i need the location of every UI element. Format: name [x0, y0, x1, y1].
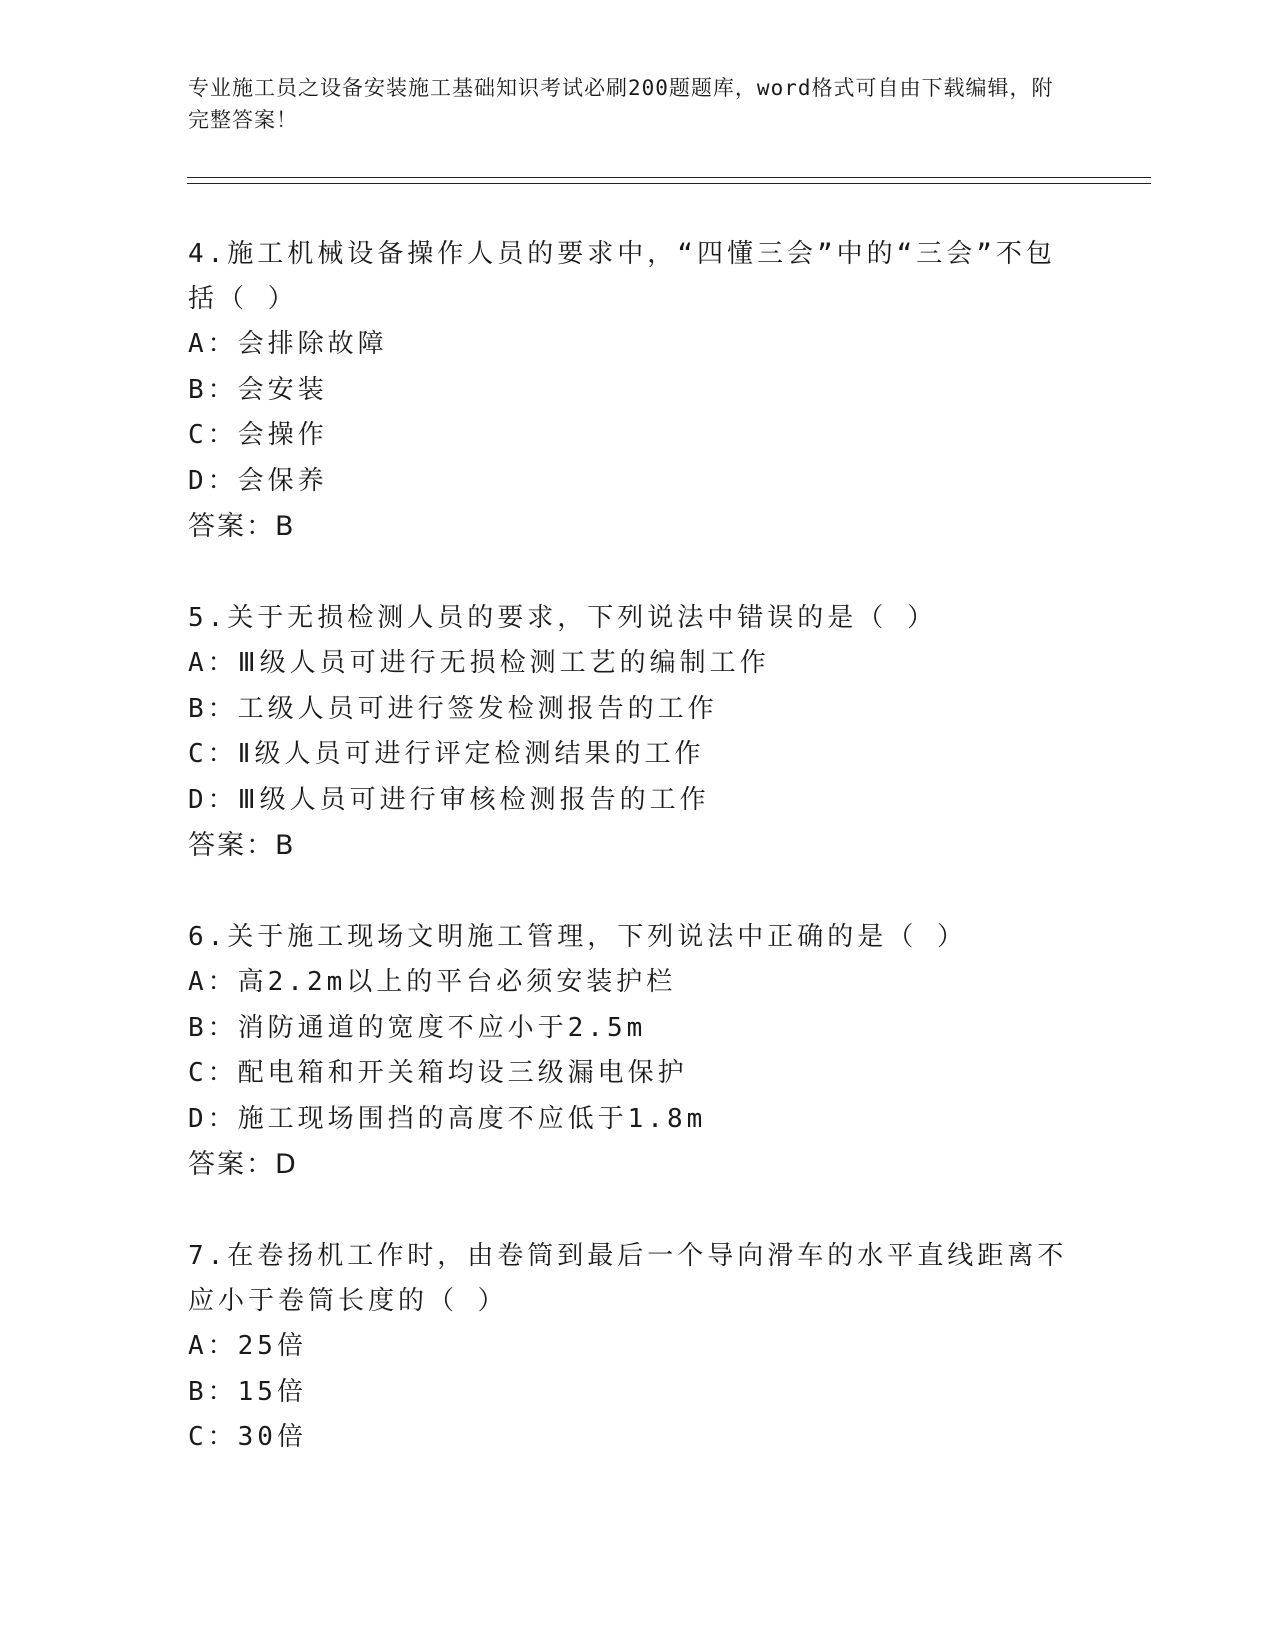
question-stem: 5.关于无损检测人员的要求，下列说法中错误的是（ ） [188, 603, 937, 633]
option-b: B：会安装 [188, 374, 328, 405]
question-7 [188, 1234, 1068, 1461]
option-d: D：会保养 [188, 465, 328, 496]
question-4 [188, 232, 1068, 550]
answer: 答案：B [188, 511, 296, 542]
option-a: A：25倍 [188, 1331, 307, 1361]
header-divider-second [187, 183, 1151, 184]
question-stem: 6.关于施工现场文明施工管理，下列说法中正确的是（ ） [188, 922, 967, 952]
option-d: D：Ⅲ级人员可进行审核检测报告的工作 [188, 784, 710, 815]
question-5 [188, 596, 1068, 869]
question-stem: 4.施工机械设备操作人员的要求中，“四懂三会”中的“三会”不包括（ ） [188, 239, 1056, 314]
option-c: C：会操作 [188, 420, 328, 450]
option-a: A：会排除故障 [188, 329, 388, 359]
option-c: C：30倍 [188, 1422, 307, 1452]
question-stem: 7.在卷扬机工作时，由卷筒到最后一个导向滑车的水平直线距离不应小于卷筒长度的（ ） [188, 1241, 1068, 1316]
option-c: C：Ⅱ级人员可进行评定检测结果的工作 [188, 739, 705, 769]
header-divider [187, 177, 1151, 178]
answer: 答案：D [188, 1149, 298, 1180]
option-c: C：配电箱和开关箱均设三级漏电保护 [188, 1058, 688, 1088]
question-list [188, 232, 1068, 1507]
option-b: B：15倍 [188, 1376, 307, 1407]
option-b: B：工级人员可进行签发检测报告的工作 [188, 693, 718, 724]
option-a: A：高2.2m以上的平台必须安装护栏 [188, 967, 677, 997]
option-a: A：Ⅲ级人员可进行无损检测工艺的编制工作 [188, 648, 770, 678]
answer: 答案：B [188, 830, 296, 861]
option-b: B：消防通道的宽度不应小于2.5m [188, 1012, 647, 1043]
option-d: D：施工现场围挡的高度不应低于1.8m [188, 1103, 707, 1134]
document-header: 专业施工员之设备安装施工基础知识考试必刷200题题库，word格式可自由下载编辑，附完整答案！ [188, 76, 1054, 132]
question-6 [188, 915, 1068, 1188]
